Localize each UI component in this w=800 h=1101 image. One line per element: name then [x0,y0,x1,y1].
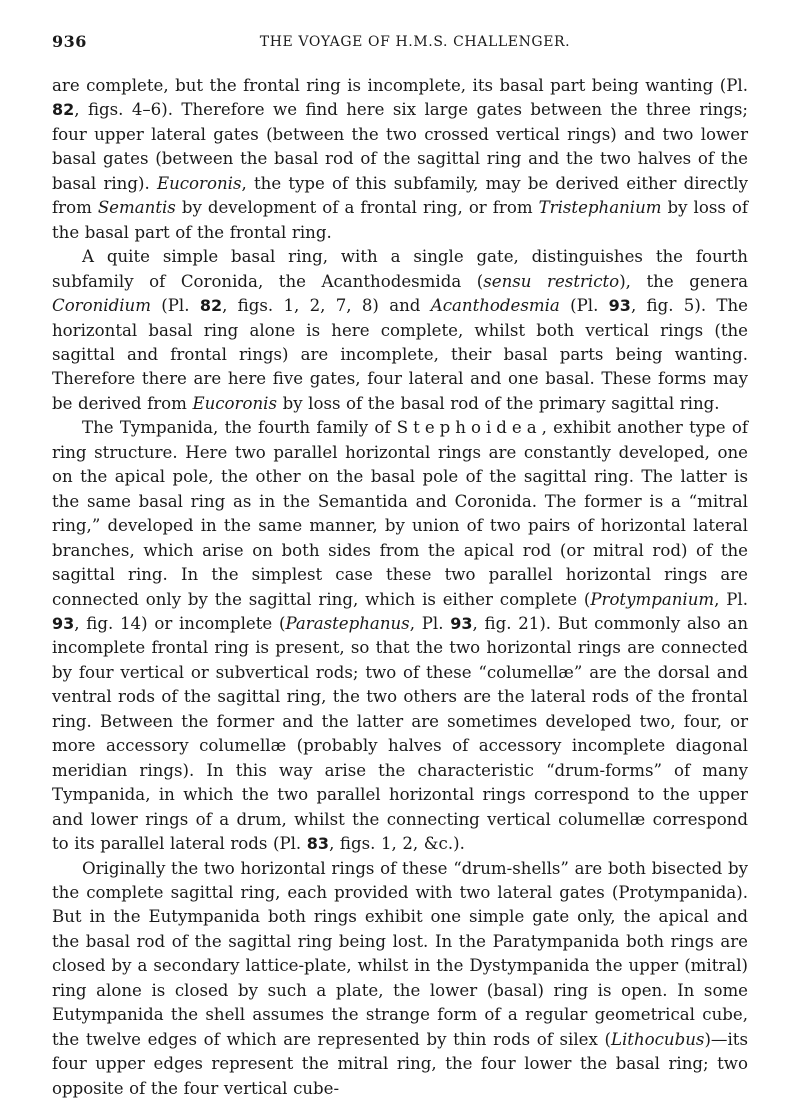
body-text [52,74,748,1101]
text-run: are complete, but the frontal ring is incomplete, its basal part being wanting (Pl. [52,76,748,95]
paragraph [52,857,748,1101]
text-run: )—its four upper edges represent the mitral ring, the four lower the basal ring; two opposite of the four vertical cube- [52,1030,748,1098]
text-run: ), the genera [619,272,748,291]
plate-number: 82 [200,296,222,315]
spaced-term: Stephoidea [397,418,542,437]
running-head [52,32,748,56]
text-run: (Pl. [151,296,200,315]
italic-term: sensu restricto [483,272,619,291]
italic-term: Protympanium [590,590,714,609]
plate-number: 83 [307,834,329,853]
text-run: , Pl. [714,590,748,609]
running-title: THE VOYAGE OF H.M.S. CHALLENGER. [52,34,748,50]
text-run: , Pl. [410,614,451,633]
plate-number: 93 [609,296,631,315]
paragraph [52,416,748,856]
paragraph [52,245,748,416]
text-run: (Pl. [560,296,609,315]
text-run: , figs. 1, 2, &c.). [329,834,465,853]
italic-term: Semantis [98,198,176,217]
text-run: , the type of this subfamily, may be derived either directly from [52,174,748,217]
italic-term: Lithocubus [611,1030,704,1049]
italic-term: Eucoronis [192,394,277,413]
text-run: Originally the two horizontal rings of these “drum-shells” are both bisected by the complete sagittal ring, each provided with two lateral gates (Protympanida). But in the Eutympanida both rings exhibit one simple gate only, the apical and the basal rod of the sagittal ring being lost. In the Paratympanida both rings are closed by a secondary lattice-plate, whilst in the Dystympanida the upper (mitral) ring alone is closed by such a plate, the lower (basal) ring is open. In some Eutympanida the shell assumes the strange form of a regular geometrical cube, the twelve edges of which are represented by thin rods of silex ( [52,859,748,1049]
text-run: A quite simple basal ring, with a single gate, distinguishes the fourth subfamily of Coronida, the Acanthodesmida ( [52,247,748,290]
italic-term: Acanthodesmia [431,296,560,315]
text-run: , fig. 14) or incomplete ( [74,614,285,633]
italic-term: Coronidium [52,296,151,315]
text-run: , exhibit another type of ring structure. Here two parallel horizontal rings are constantly developed, one on the apical pole, the other on the basal pole of the sagittal ring. The latter is the same basal ring as in the Semantida and Coronida. The former is a “mitral ring,” developed in the same manner, by union of two pairs of horizontal lateral branches, which arise on both sides from the apical rod (or mitral rod) of the sagittal ring. In the simplest case these two parallel horizontal rings are connected only by the sagittal ring, which is either complete ( [52,418,748,608]
page-number: 936 [52,32,87,51]
italic-term: Eucoronis [157,174,242,193]
text-run: , figs. 1, 2, 7, 8) and [222,296,431,315]
paragraph [52,74,748,245]
text-run: , fig. 5). The horizontal basal ring alone is here complete, whilst both vertical rings (the sagittal and frontal rings) are incomplete, their basal parts being wanting. Therefore there are here five gates, four lateral and one basal. These forms may be derived from [52,296,748,413]
text-run: The Tympanida, the fourth family of [82,418,397,437]
text-run: by loss of the basal rod of the primary sagittal ring. [277,394,720,413]
plate-number: 93 [52,614,74,633]
italic-term: Tristephanium [539,198,662,217]
text-run: , fig. 21). But commonly also an incomplete frontal ring is present, so that the two horizontal rings are connected by four vertical or subvertical rods; two of these “columellæ” are the dorsal and ventral rods of the sagittal ring, the two others are the lateral rods of the frontal ring. Between the former and the latter are sometimes developed two, four, or more accessory columellæ (probably halves of accessory incomplete diagonal meridian rings). In this way arise the characteristic “drum-forms” of many Tympanida, in which the two parallel horizontal rings correspond to the upper and lower rings of a drum, whilst the connecting vertical columellæ correspond to its parallel lateral rods (Pl. [52,614,748,853]
italic-term: Parastephanus [285,614,409,633]
plate-number: 93 [450,614,472,633]
text-run: by loss of the basal part of the frontal ring. [52,198,748,241]
plate-number: 82 [52,100,74,119]
text-run: by development of a frontal ring, or from [176,198,539,217]
text-run: , figs. 4–6). Therefore we find here six large gates between the three rings; four upper lateral gates (between the two crossed vertical rings) and two lower basal gates (between the basal rod of the sagittal ring and the two halves of the basal ring). [52,100,748,192]
